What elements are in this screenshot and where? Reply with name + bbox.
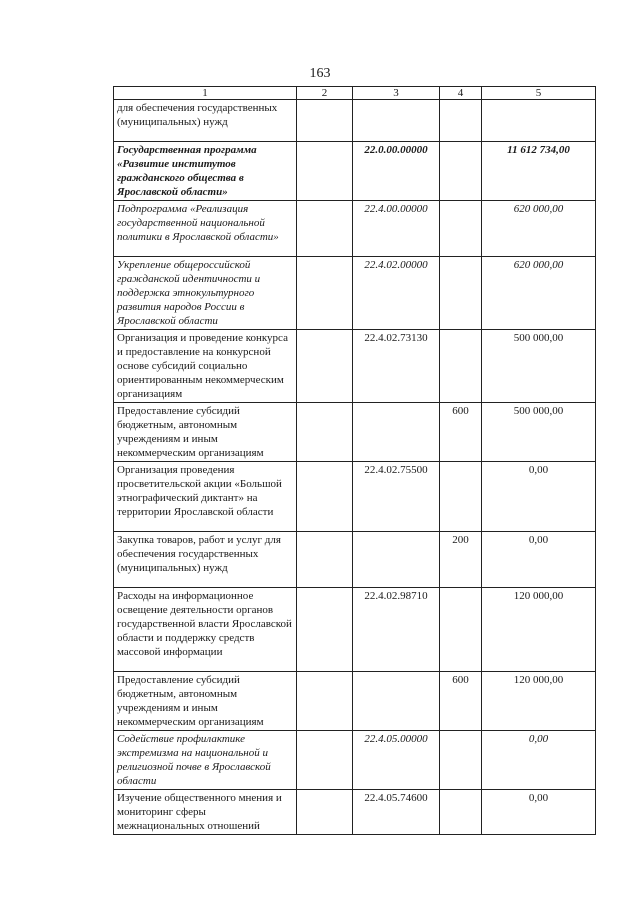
row-amount-cell: 0,00 — [482, 462, 596, 532]
row-amount-cell: 0,00 — [482, 790, 596, 835]
row-name-cell: Закупка товаров, работ и услуг для обеспечения государственных (муниципальных) нужд — [114, 532, 297, 588]
table-row — [114, 532, 596, 588]
table-row — [114, 672, 596, 731]
row-col2-cell — [297, 201, 353, 257]
row-col2-cell — [297, 257, 353, 330]
row-col2-cell — [297, 403, 353, 462]
row-name-cell: Предоставление субсидий бюджетным, автономным учреждениям и иным некоммерческим организациям — [114, 403, 297, 462]
row-name-cell: Подпрограмма «Реализация государственной национальной политики в Ярославской области» — [114, 201, 297, 257]
row-name-cell: Укрепление общероссийской гражданской идентичности и поддержка этнокультурного развития народов России в Ярославской области — [114, 257, 297, 330]
row-col2-cell — [297, 100, 353, 142]
row-code-cell — [353, 672, 440, 731]
row-code-cell: 22.4.05.74600 — [353, 790, 440, 835]
column-header-2: 2 — [297, 87, 353, 100]
column-header-1: 1 — [114, 87, 297, 100]
row-name-cell: Расходы на информационное освещение деятельности органов государственной власти Ярославской области и поддержку средств массовой информации — [114, 588, 297, 672]
column-header-3: 3 — [353, 87, 440, 100]
row-name-cell: для обеспечения государственных (муниципальных) нужд — [114, 100, 297, 142]
row-amount-cell: 120 000,00 — [482, 672, 596, 731]
row-amount-cell: 120 000,00 — [482, 588, 596, 672]
row-code-cell: 22.4.05.00000 — [353, 731, 440, 790]
row-col2-cell — [297, 790, 353, 835]
row-name-cell: Предоставление субсидий бюджетным, автономным учреждениям и иным некоммерческим организациям — [114, 672, 297, 731]
row-amount-cell: 500 000,00 — [482, 330, 596, 403]
row-col2-cell — [297, 330, 353, 403]
row-code-cell — [353, 100, 440, 142]
table-row — [114, 142, 596, 201]
row-amount-cell: 620 000,00 — [482, 257, 596, 330]
table-row — [114, 403, 596, 462]
row-col2-cell — [297, 588, 353, 672]
row-code-cell: 22.4.02.00000 — [353, 257, 440, 330]
row-type-cell — [440, 201, 482, 257]
row-name-cell: Изучение общественного мнения и мониторинг сферы межнациональных отношений — [114, 790, 297, 835]
row-type-cell: 600 — [440, 672, 482, 731]
row-type-cell — [440, 142, 482, 201]
row-col2-cell — [297, 731, 353, 790]
row-amount-cell: 0,00 — [482, 532, 596, 588]
row-amount-cell — [482, 100, 596, 142]
row-code-cell: 22.4.02.98710 — [353, 588, 440, 672]
row-col2-cell — [297, 532, 353, 588]
row-amount-cell: 11 612 734,00 — [482, 142, 596, 201]
table-row — [114, 257, 596, 330]
column-header-4: 4 — [440, 87, 482, 100]
table-row — [114, 790, 596, 835]
row-name-cell: Содействие профилактике экстремизма на национальной и религиозной почве в Ярославской области — [114, 731, 297, 790]
budget-table — [113, 86, 596, 835]
row-name-cell: Государственная программа «Развитие институтов гражданского общества в Ярославской области» — [114, 142, 297, 201]
row-type-cell — [440, 588, 482, 672]
row-code-cell — [353, 532, 440, 588]
table-header-row — [114, 87, 596, 100]
row-col2-cell — [297, 462, 353, 532]
row-code-cell: 22.0.00.00000 — [353, 142, 440, 201]
row-amount-cell: 620 000,00 — [482, 201, 596, 257]
row-code-cell: 22.4.02.75500 — [353, 462, 440, 532]
row-amount-cell: 500 000,00 — [482, 403, 596, 462]
row-type-cell — [440, 731, 482, 790]
row-type-cell — [440, 330, 482, 403]
table-row — [114, 588, 596, 672]
table-row — [114, 462, 596, 532]
row-col2-cell — [297, 142, 353, 201]
column-header-5: 5 — [482, 87, 596, 100]
row-type-cell — [440, 462, 482, 532]
row-col2-cell — [297, 672, 353, 731]
row-type-cell — [440, 790, 482, 835]
table-row — [114, 100, 596, 142]
table-row — [114, 330, 596, 403]
table-body — [114, 100, 596, 835]
row-type-cell — [440, 257, 482, 330]
row-type-cell: 200 — [440, 532, 482, 588]
row-code-cell: 22.4.00.00000 — [353, 201, 440, 257]
row-type-cell — [440, 100, 482, 142]
page-number: 163 — [309, 66, 331, 81]
table-row — [114, 201, 596, 257]
table-row — [114, 731, 596, 790]
row-name-cell: Организация проведения просветительской акции «Большой этнографический диктант» на территории Ярославской области — [114, 462, 297, 532]
row-type-cell: 600 — [440, 403, 482, 462]
row-code-cell — [353, 403, 440, 462]
row-code-cell: 22.4.02.73130 — [353, 330, 440, 403]
row-amount-cell: 0,00 — [482, 731, 596, 790]
row-name-cell: Организация и проведение конкурса и предоставление на конкурсной основе субсидий социально ориентированным некоммерческим организациям — [114, 330, 297, 403]
